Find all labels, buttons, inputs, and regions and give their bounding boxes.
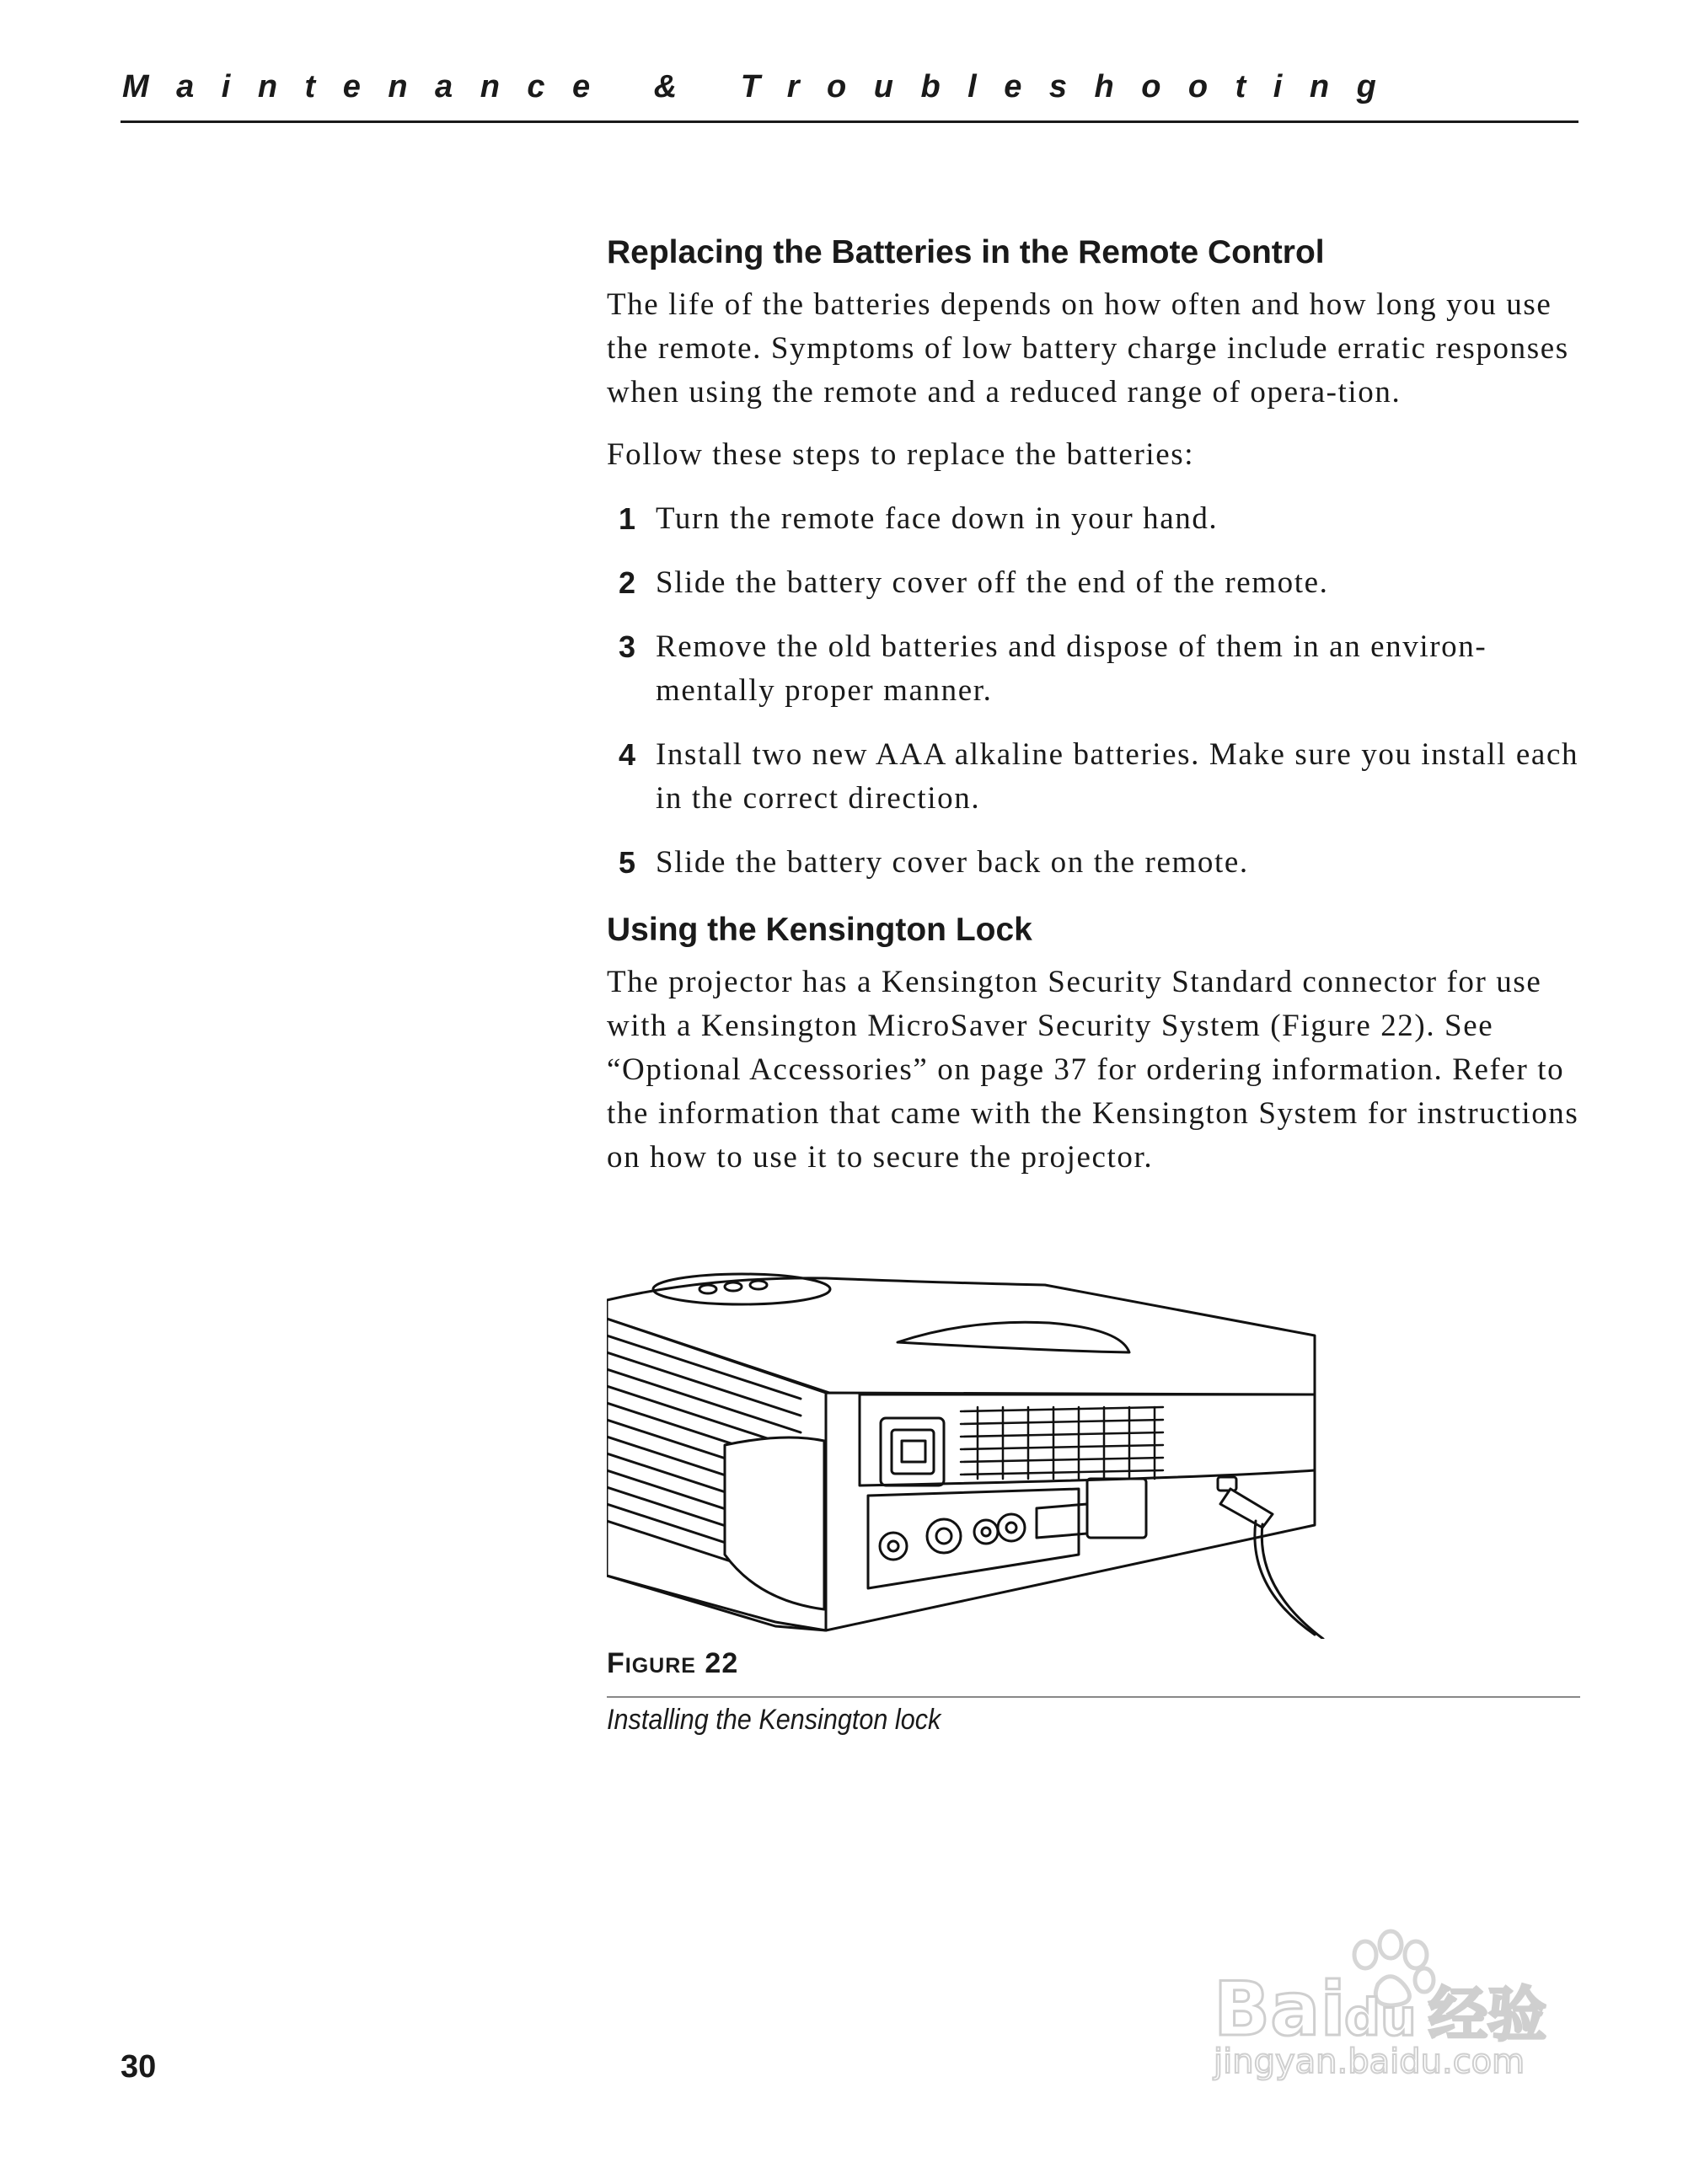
baidu-jingyan-watermark	[1197, 1921, 1601, 2081]
batteries-lead-in: Follow these steps to replace the batteries:	[607, 437, 1195, 472]
step-text: Slide the battery cover off the end of the remote.	[656, 565, 1329, 600]
figure-number: 22	[705, 1647, 739, 1679]
figure-rule	[607, 1696, 1580, 1698]
figure-label-rest: IGURE	[624, 1654, 696, 1678]
figure-caption: Installing the Kensington lock	[607, 1704, 941, 1736]
heading-kensington-lock: Using the Kensington Lock	[607, 912, 1032, 948]
step-text: Turn the remote face down in your hand.	[656, 501, 1219, 536]
running-header: Maintenance & Troubleshooting	[122, 69, 1404, 104]
battery-steps-list	[607, 497, 1584, 885]
step-number: 2	[619, 565, 636, 600]
step-item	[607, 841, 1584, 885]
step-item	[607, 497, 1584, 541]
svg-text:Bai: Bai	[1214, 1966, 1346, 2053]
page-number: 30	[121, 2049, 157, 2085]
main-content	[607, 228, 1584, 1180]
step-number: 1	[619, 501, 636, 536]
step-text: Remove the old batteries and dispose of them in an environ-mentally proper manner.	[656, 629, 1487, 708]
heading-replacing-batteries: Replacing the Batteries in the Remote Control	[607, 234, 1325, 270]
projector-illustration	[607, 1268, 1332, 1639]
figure-label	[607, 1647, 738, 1680]
header-rule	[121, 120, 1578, 123]
kensington-paragraph: The projector has a Kensington Security Standard connector for use with a Kensington MicroSaver Security System (Figure 22). See “Optional Accessories” on page 37 for ordering information. Refer to the information that came with the Kensington System for instructions on how to use it to secure the projector.	[607, 965, 1579, 1175]
step-item	[607, 733, 1584, 821]
figure-projector-kensington-lock	[607, 1268, 1332, 1639]
step-item	[607, 561, 1584, 605]
step-number: 5	[619, 845, 636, 880]
step-number: 4	[619, 737, 636, 772]
svg-text:du: du	[1344, 1989, 1417, 2048]
step-item	[607, 625, 1584, 713]
batteries-intro-paragraph: The life of the batteries depends on how often and how long you use the remote. Symptoms of low battery charge include erratic responses when using the remote and a reduced range of opera-tion.	[607, 287, 1569, 410]
figure-label-initial: F	[607, 1647, 625, 1679]
baidu-watermark-logo	[1197, 1921, 1601, 2081]
step-text: Install two new AAA alkaline batteries. Make sure you install each in the correct direction.	[656, 737, 1579, 816]
svg-text:经验: 经验	[1428, 1980, 1546, 2049]
step-number: 3	[619, 629, 636, 664]
svg-text:jingyan.baidu.com: jingyan.baidu.com	[1214, 2042, 1525, 2081]
step-text: Slide the battery cover back on the remote.	[656, 845, 1249, 880]
